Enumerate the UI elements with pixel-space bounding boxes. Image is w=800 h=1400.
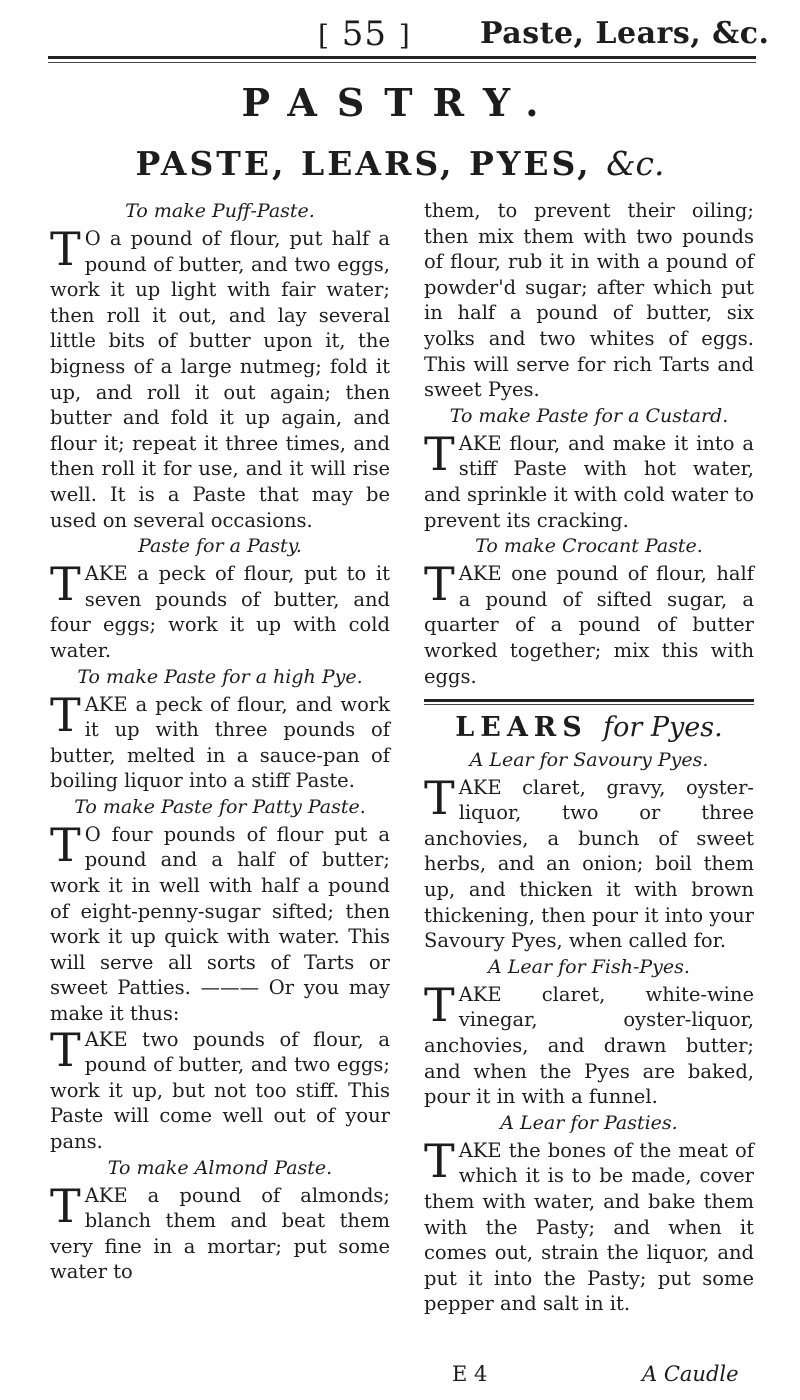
recipe-body: O a pound of flour, put half a pound of butter, and two eggs, work it up light with fair water; then roll it out, and lay several little bits of butter upon it, the bigness of a large nutmeg; fold it up, and roll it out again; then butter and fold it up again, and flour it; repeat it three times, and then roll it for use, and it will rise well. It is a Paste that may be used on several occasions.	[50, 227, 390, 532]
header-rule-thin	[48, 62, 756, 63]
recipe-text	[50, 817, 390, 1027]
right-column-top	[424, 198, 754, 689]
recipe-heading: A Lear for Fish-Pyes.	[488, 955, 690, 978]
recipe-heading: To make Crocant Paste.	[475, 535, 703, 558]
recipe-text	[50, 687, 390, 794]
recipe-body: AKE a peck of flour, and work it up with three pounds of butter, melted in a sauce-pan of boiling liquor into a stiff Paste.	[50, 692, 390, 793]
recipe-body: AKE a pound of almonds; blanch them and beat them very fine in a mortar; put some water to	[50, 1183, 390, 1284]
recipe-body: AKE the bones of the meat of which it is to be made, cover them with water, and bake them with the Pasty; and when it comes out, strain the liquor, and put it into the Pasty; put some pepper and salt in it.	[424, 1138, 754, 1316]
recipe-heading: To make Paste for a Custard.	[449, 404, 729, 427]
recipe-body: them, to prevent their oiling; then mix them with two pounds of flour, rub it in with a pound of powder'd sugar; after which put in half a pound of butter, six yolks and two whites of eggs. This will serve for rich Tarts and sweet Pyes.	[424, 199, 754, 402]
signature-mark: E 4	[452, 1362, 488, 1386]
drop-cap: T	[424, 557, 455, 612]
recipe-text	[424, 977, 754, 1110]
recipe-text	[50, 557, 390, 663]
recipe-body: AKE a peck of flour, put to it seven pounds of butter, and four eggs; work it up with cold water.	[50, 562, 390, 662]
drop-cap: T	[50, 557, 81, 612]
recipe-heading: A Lear for Pasties.	[500, 1111, 678, 1134]
chapter-title: PASTRY.	[241, 80, 559, 125]
drop-cap: T	[424, 770, 455, 825]
section-rule-thin	[424, 704, 754, 705]
recipe-heading: Paste for a Pasty.	[138, 535, 302, 558]
left-column	[50, 198, 390, 1285]
section-rule	[424, 699, 754, 702]
recipe-text	[424, 1133, 754, 1317]
recipe-heading: To make Paste for a high Pye.	[77, 665, 363, 688]
recipe-body: AKE flour, and make it into a stiff Paste with hot water, and sprinkle it with cold water to prevent its cracking.	[424, 431, 754, 532]
recipe-body: O four pounds of flour put a pound and a half of butter; work it in well with half a pound of eight-penny-sugar sifted; then work it up quick with water. This will serve all sorts of Tarts or sweet Patties. ——— Or you may make it thus:	[50, 822, 390, 1026]
recipe-text	[50, 1178, 390, 1285]
lears-heading: LEARS for Pyes.	[455, 712, 723, 744]
running-head	[0, 10, 800, 60]
recipe-text	[50, 222, 390, 533]
drop-cap: T	[424, 977, 455, 1032]
running-title: Paste, Lears, &c.	[480, 16, 770, 51]
right-column	[424, 198, 754, 1317]
recipe-body: AKE one pound of flour, half a pound of sifted sugar, a quarter of a pound of butter worked together; mix this with eggs.	[424, 562, 754, 688]
drop-cap: T	[424, 426, 455, 481]
drop-cap: T	[50, 1178, 81, 1233]
recipe-body: AKE claret, white-wine vinegar, oyster-liquor, anchovies, and drawn butter; and when the Pyes are baked, pour it in with a funnel.	[424, 982, 754, 1109]
recipe-body: AKE claret, gravy, oyster-liquor, two or three anchovies, a bunch of sweet herbs, and an onion; boil them up, and thicken it with brown thickening, then pour it into your Savoury Pyes, when called for.	[424, 775, 754, 953]
recipe-text	[50, 1022, 390, 1155]
recipe-text	[424, 770, 754, 954]
recipe-text	[424, 557, 754, 689]
recipe-heading: To make Almond Paste.	[107, 1156, 333, 1179]
drop-cap: T	[50, 687, 81, 742]
recipe-heading: To make Puff-Paste.	[125, 200, 315, 222]
recipe-body: AKE two pounds of flour, a pound of butter, and two eggs; work it up, but not too stiff. This Paste will come well out of your pans.	[50, 1027, 390, 1153]
drop-cap: T	[424, 1133, 455, 1188]
recipe-heading: A Lear for Savoury Pyes.	[469, 748, 709, 771]
catchword: A Caudle	[642, 1362, 739, 1386]
header-rule	[48, 56, 756, 59]
drop-cap: T	[50, 817, 81, 872]
drop-cap: T	[50, 1022, 81, 1077]
page-number: [ 55 ]	[318, 14, 411, 54]
right-column-bottom	[424, 747, 754, 1317]
chapter-subtitle: PASTE, LEARS, PYES, &c.	[135, 144, 665, 183]
recipe-text	[424, 426, 754, 533]
recipe-text	[424, 198, 754, 403]
recipe-heading: To make Paste for Patty Paste.	[74, 795, 366, 818]
drop-cap: T	[50, 222, 81, 276]
